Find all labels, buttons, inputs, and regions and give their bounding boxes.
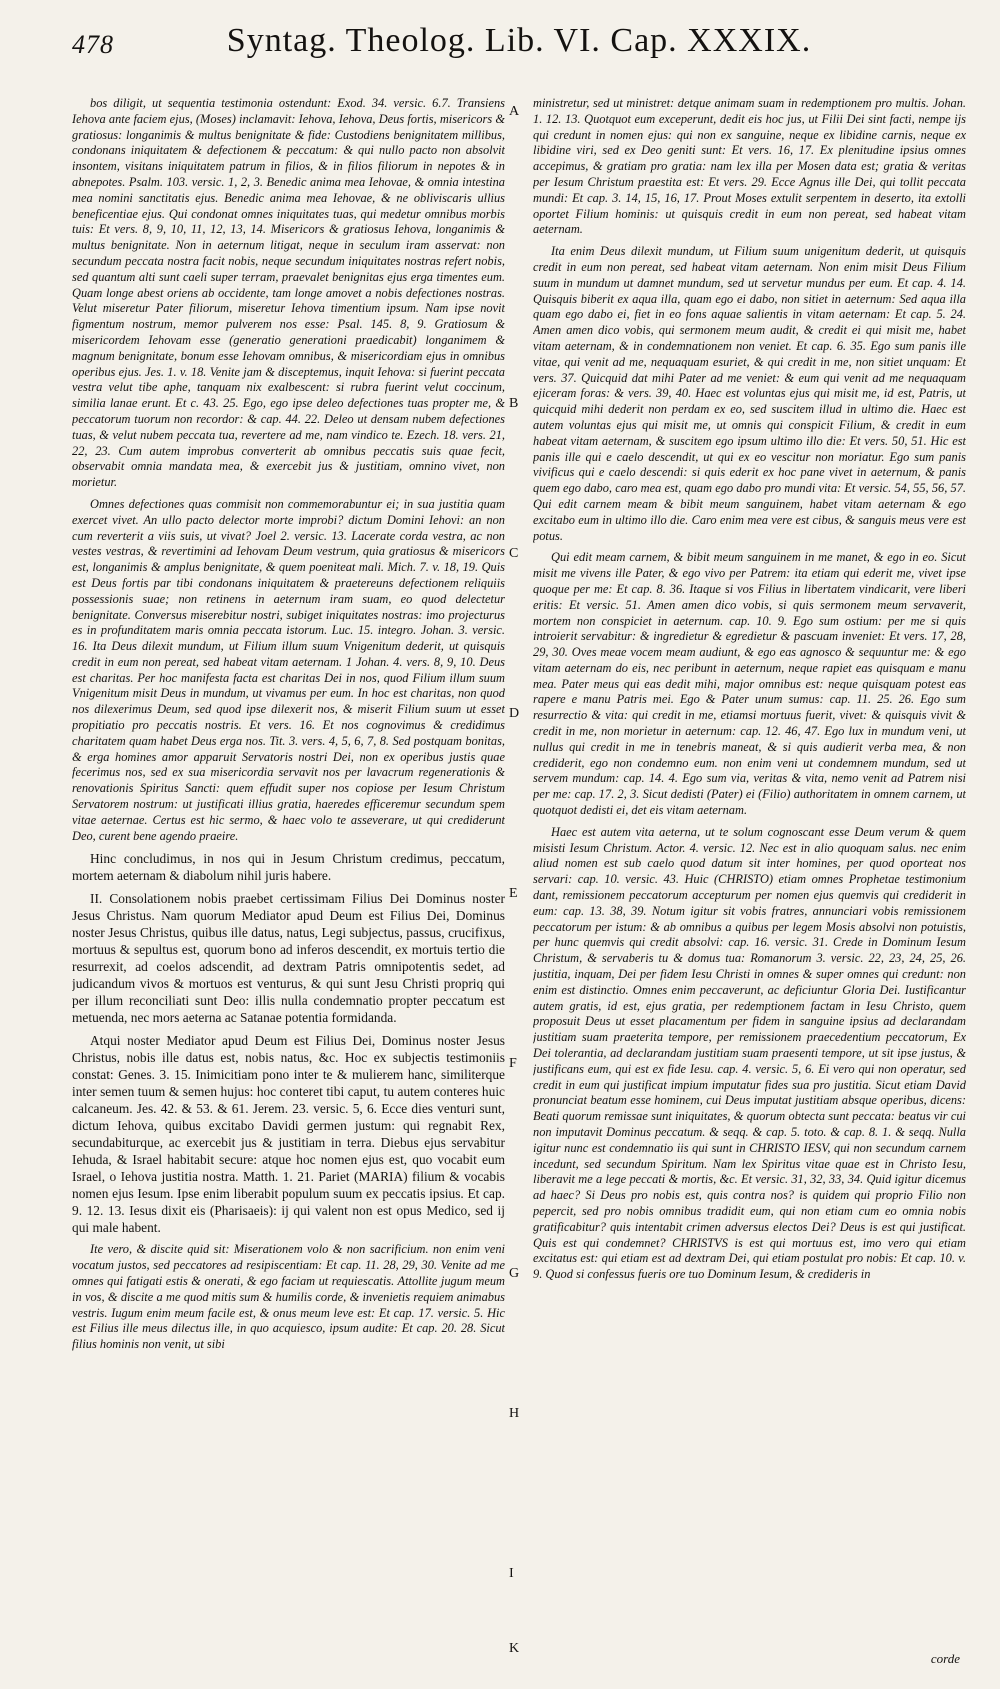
left-column xyxy=(72,96,505,1659)
left-column-paragraph: Atqui noster Mediator apud Deum est Filius Dei, Dominus noster Jesus Christus, nobis ille datus est, nobis natus, &c. Hoc ex subjectis testimoniis constat: Genes. 3. 15. Inimicitiam pono inter te & mulierem hanc, similiterque inter semen tuum & semen hujus: hoc conteret tibi caput, tu autem conteres huic calcaneum. Jes. 42. & 53. & 61. Jerem. 23. versic. 5, 6. Ecce dies venturi sunt, dictum Iehova, quibus excitabo Davidi germen justum: qui regnabit Rex, secundabiturque, ac exercebit jus & justitiam in terra. Diebus ejus servabitur Iehuda, & Israel habitabit secure: atque hoc nomen ejus est, quo vocabit eum Israel, o Iehova justitia nostra. Matth. 1. 21. Pariet (MARIA) filium & vocabis nomen ejus Iesum. Ipse enim liberabit populum suum ex peccatis ipsius. Et cap. 9. 12. 13. Iesus dixit eis (Pharisaeis): ij qui valent non est opus Medico, sed ij qui male habent. xyxy=(72,1033,505,1236)
margin-letter: B xyxy=(509,396,519,411)
right-column-paragraph: Qui edit meam carnem, & bibit meum sanguinem in me manet, & ego in eo. Sicut misit me vivens ille Pater, & ego vivo per Patrem: ita etiam qui ederit me, vivet ipse quoque per me: Et cap. 8. 36. Itaque si vos Filius in libertatem vindicarit, vere liberi eritis: Et versic. 51. Amen amen dico vobis, si quis sermonem meum servaverit, mortem non conspiciet in aeternum. cap. 10. 9. Ego sum ostium: per me si quis introierit servabitur: & ingredietur & egredietur & pascuam inveniet: Et vers. 17, 28, 29, 30. Oves meae vocem meam audiunt, & ego eas agnosco & sequuntur me: & ego vitam aeternam do eis, nec peribunt in aeternum, neque rapiet eas quisquam e manu mea. Pater meus qui eas dedit mihi, major omnibus est: neque quisquam potest eas rapere e manu Patris mei. Ego & Pater unum sumus: cap. 11. 25. 26. Ego sum resurrectio & vita: qui credit in me, etiamsi mortuus fuerit, vivet: & quisquis vivit & credit in me, non morietur in aeternum: cap. 12. 46, 47. Ego lux in mundum veni, ut nullus qui credit in me in tenebris maneat, & si quis audierit verba mea, & non crediderit, ego non condemno eum. non enim veni ut condemnem mundum, sed ut servem mundum: cap. 14. 4. Ego sum via, veritas & vita, nemo venit ad Patrem nisi per me: cap. 17. 2, 3. Sicut dedisti (Pater) ei (Filio) authoritatem in omnem carnem, ut quotquot dedisti ei, det eis vitam aeternam. xyxy=(533,550,966,818)
catchword: corde xyxy=(930,1651,960,1666)
margin-letter: I xyxy=(509,1566,514,1581)
right-column-paragraph: ministretur, sed ut ministret: detque animam suam in redemptionem pro multis. Johan. 1. 12. 13. Quotquot eum exceperunt, dedit eis hoc jus, ut Filii Dei sint facti, nempe ijs qui credunt in nomen ejus: qui non ex sanguine, neque ex libidine carnis, neque ex libidine viri, sed ex Deo geniti sunt: Et vers. 16, 17. Ex plenitudine ipsius omnes accepimus, & gratiam pro gratia: nam lex illa per Mosen data est; gratia & veritas per Iesum Christum praestita est: Et vers. 29. Ecce Agnus ille Dei, qui tollit peccata mundi: Et cap. 3. 14, 15, 16, 17. Prout Moses extulit serpentem in deserto, ita extolli oportet Filium hominis: ut quisquis credit in eum non pereat, sed habeat vitam aeternam. xyxy=(533,96,966,237)
page-header xyxy=(72,22,966,66)
margin-letter: K xyxy=(509,1641,520,1656)
right-column-paragraph: Haec est autem vita aeterna, ut te solum cognoscant esse Deum verum & quem misisti Iesum Christum. Actor. 4. versic. 12. Nec est in alio quoquam salus. nec enim aliud nomen est sub caelo quod datum sit inter homines, per quod oporteat nos servari: cap. 10. versic. 43. Huic (CHRISTO) etiam omnes Prophetae testimonium dant, remissionem peccatorum accepturum per nomen ejus quemvis qui crediderit in eum: cap. 13. 38, 39. Notum igitur sit vobis fratres, annunciari vobis remissionem peccatorum per istum: & ab omnibus a quibus per legem Mosis absolvi non potuistis, per hunc quemvis qui credit absolvi: cap. 16. versic. 31. Crede in Dominum Iesum Christum, & servaberis tu & domus tua: Romanorum 3. versic. 22, 23, 24, 25, 26. justitia, inquam, Dei per fidem Iesu Christi in omnes & super omnes qui credunt: non enim est distinctio. Omnes enim peccaverunt, ac deficiuntur Gloria Dei. Iustificantur autem gratis, id est, ejus gratia, per redemptionem factam in Iesu Christo, quem proposuit Deus ut esset placamentum per fidem in sanguine ipsius ad declarandam justitiam suam praeterita tempore, per remissionem praecedentium peccatorum, Ex Dei tolerantia, ad declarandam justitiam suam praesenti tempore, ut sit ipse justus, & justificans eum, qui est ex fide Iesu. cap. 4. versic. 5, 6. Ei vero qui non operatur, sed credit in eum qui justificat impium imputatur fides sua pro justitia. Sicut etiam David pronunciat beatum esse hominem, cui Deus imputat justitiam absque operibus, dicens: Beati quorum remissae sunt iniquitates, & quorum obtecta sunt peccata: beatus vir cui non imputavit Dominus peccatum. & seqq. & cap. 5. toto. & cap. 8. 1. & seqq. Nulla igitur nunc est condemnatio iis qui sunt in CHRISTO IESV, qui non secundum carnem incedunt, sed secundum Spiritum. Nam lex Spiritus vitae quae est in Christo Iesu, liberavit me a lege peccati & mortis, &c. Et versic. 31, 32, 33, 34. Quid igitur dicemus ad haec? Si Deus pro nobis est, quis contra nos? is quidem qui proprio Filio non pepercit, sed pro nobis omnibus tradidit eum, qui non etiam cum eo omnia nobis gratificabitur? quis intentabit crimen adversus electos Dei? Deus is est qui justificat. Quis est qui condemnet? CHRISTVS is est qui mortuus est, imo vero qui etiam excitatus est: qui etiam est ad dextram Dei, qui etiam postulat pro nobis: Et cap. 10. v. 9. Quod si confessus fueris ore tuo Dominum Iesum, & credideris in xyxy=(533,824,966,1282)
margin-letters xyxy=(509,96,529,1659)
right-column-paragraph: Ita enim Deus dilexit mundum, ut Filium suum unigenitum dederit, ut quisquis credit in eum non pereat, sed habeat vitam aeternam. Non enim misit Deus Filium suum in mundum ut damnet mundum, sed ut servetur mundus per eum. Et cap. 4. 14. Quisquis biberit ex aqua illa, quam ego ei dabo, non sitiet in aeternum: Sed aqua illa quam ego dabo ei, fiet in eo fons aquae salientis in vitam aeternam: Et cap. 5. 24. Amen amen dico vobis, qui sermonem meum audit, & credit ei qui misit me, habet vitam aeternam, & in condemnationem non veniet. Et cap. 6. 35. Ego sum panis ille vitae, qui venit ad me, nequaquam esuriet, & qui credit in me, non sitiet unquam: Et vers. 37. Quicquid dat mihi Pater ad me veniet: & eum qui venit ad me nequaquam ejiceram foras: & vers. 39, 40. Haec est voluntas ejus qui misit me, id est, Patris, ut quicquid mihi dederit non perdam ex eo, sed suscitem illud in ultimo die. Haec est autem voluntas ejus qui misit me, ut omnis qui conspicit Filium, & credit in eum habeat vitam aeternam, & suscitem ego ipsum ultimo illo die: Et vers. 50, 51. Hic est panis ille qui e caelo descendit, ut qui ex eo vescitur non moriatur. Ego sum panis vivificus qui e caelo descendi: si quis ederit ex hoc pane vivet in aeternum, & panis quem ego dabo, caro mea est, quam ego dabo pro mundi vita: Et versic. 54, 55, 56, 57. Qui edit carnem meam & bibit meum sanguinem, habet vitam aeternam & ego excitabo eum in ultimo illo die. Caro enim mea vere est cibus, & sanguis meus vere est potus. xyxy=(533,244,966,543)
margin-letter: H xyxy=(509,1406,520,1421)
margin-letter: F xyxy=(509,1056,517,1071)
left-column-paragraph: Ite vero, & discite quid sit: Miserationem volo & non sacrificium. non enim veni vocatum justos, sed peccatores ad resipiscentiam: Et cap. 11. 28, 29, 30. Venite ad me omnes qui fatigati estis & onerati, & ego faciam ut requiescatis. Attollite jugum meum in vos, & discite a me quod mitis sum & humilis corde, & invenietis requiem animabus vestris. Iugum enim meum facile est, & onus meum leve est: Et cap. 17. versic. 5. Hic est Filius ille meus dilectus ille, in quo acquiesco, ipsum audite: Et cap. 20. 28. Sicut filius hominis non venit, ut sibi xyxy=(72,1242,505,1352)
left-column-paragraph: II. Consolationem nobis praebet certissimam Filius Dei Dominus noster Jesus Christus. Nam quorum Mediator apud Deum est Filius Dei, Dominus noster Jesus Christus, quibus ille datus, natus, Legi subjectus, passus, crucifixus, mortuus & sepultus est, quorum bono ad inferos descendit, ex mortuis tertio die resurrexit, ad coelos adscendit, ad dextram Patris omnipotentis sedet, ad judicandum vivos & mortuos est venturus, & qui sunt Jesu Christi propriq qui per illum reconciliati sunt Deo: illis nulla condemnatio propter peccatum est metuenda, nec mors aeterna ac Satanae potentia formidanda. xyxy=(72,891,505,1026)
margin-letter: E xyxy=(509,886,518,901)
running-head: Syntag. Theolog. Lib. VI. Cap. XXXIX. xyxy=(226,22,812,59)
left-column-paragraph: bos diligit, ut sequentia testimonia ostendunt: Exod. 34. versic. 6.7. Transiens Iehova ante faciem ejus, (Moses) inclamavit: Iehova, Iehova, Deus fortis, misericors & gratiosus: longanimis & multus benignitate & fide: Custodiens benignitatem millibus, condonans iniquitatem & defectionem & peccatum: & qui nullo pacto non absolvit insontem, visitans iniquitatem patrum in filios, & in filios filiorum in nepotes & in abnepotes. Psalm. 103. versic. 1, 2, 3. Benedic anima mea Iehovae, & omnia intestina mea nomini sanctitatis ejus. Benedic anima mea Iehovae, & ne obliviscaris ullius beneficentiae ejus. Qui condonat omnes iniquitates tuas, qui medetur omnibus morbis tuis: Et vers. 8, 9, 10, 11, 12, 13, 14. Misericors & gratiosus Iehova, longanimis & multus benignitate. Non in aeternum litigat, neque in seculum iram asservat: non secundum peccata nostra facit nobis, neque secundum iniquitates nostras refert nobis, sed quantum alti sunt caeli super terram, praevalet benignitas ejus erga timentes eum. Quam longe abest oriens ab occidente, tam longe amovet a nobis defectiones nostras. Velut miseretur Pater filiorum, miseretur Iehova timentium ipsum. Nam ipse novit figmentum nostrum, memor pulverem nos esse: Psal. 145. 8, 9. Gratiosum & misericordem Iehovam esse (generatio generationi praedicabit) longanimem & magnum benignitate, bonum esse Iehovam omnibus, & misericordiam ejus in omnibus operibus ejus. Jes. 1. v. 18. Venite jam & disceptemus, inquit Iehova: si fuerint peccata vestra velut tibe aphe, tanquam nix exalbescent: si rubra fuerint velut coccinum, similia lanae erunt. Et c. 43. 25. Ego, ego ipse deleo defectiones tuas propter me, & peccatorum tuorum non recordor: & cap. 44. 22. Deleo ut densam nubem defectiones tuas, & velut nubem peccata tua, revertere ad me, nam vindico te. Ezech. 18. vers. 21, 22, 23. Cum autem improbus converterit ab omnibus peccatis suis quae fecit, observabit omnia mandata mea, & exercebit jus & justitiam, omnino vivet, non morietur. xyxy=(72,96,505,490)
left-column-paragraph: Omnes defectiones quas commisit non commemorabuntur ei; in sua justitia quam exercet vivet. An ullo pacto delector morte improbi? dictum Domini Iehovi: an non cum reverterit a viis suis, ut vivat? Joel 2. versic. 13. Lacerate corda vestra, ac non vestes vestras, & revertimini ad Iehovam Deum vestrum, quia gratiosus & misericors est, longanimis & amplus benignitate, & quem poeniteat mali. Mich. 7. v. 18, 19. Quis est Deus fortis par tibi condonans iniquitatem & praetereuns defectionem reliquiis possessionis suae; non retinens in aeternum iram suam, eo quod delectetur benignitate. Conversus miserebitur nostri, subiget iniquitates nostras: imo projecturus es in profunditatem maris omnia peccata istorum. Luc. 15. integro. Johan. 3. versic. 16. Ita Deus dilexit mundum, ut Filium illum suum Vnigenitum dederit, ut quisquis credit in eum non pereat, sed habeat vitam aeternam. 1 Johan. 4. vers. 8, 9, 10. Deus est charitas. Per hoc manifesta facta est charitas Dei in nos, quod Filium illum suum Vnigenitum misit Deus in mundum, ut vivamus per eum. In hoc est charitas, non quod nos dilexerimus Deum, sed quod ipse dilexerit nos, & miserit Filium suum ut esset propitiatio pro peccatis nostris. Et vers. 16. Et nos cognovimus & credidimus charitatem quam habet Deus erga nos. Tit. 3. vers. 4, 5, 6, 7, 8. Sed postquam bonitas, & erga homines amor apparuit Servatoris nostri Dei, non ex operibus justis quae fecerimus nos, sed ex sua misericordia servavit nos per lavacrum regenerationis & renovationis Spiritus Sancti: quem effudit super nos copiose per Iesum Christum Servatorem nostrum: ut justificati illius gratia, haeredes efficeremur secundum spem vitae aeternae. Certus est hic sermo, & haec volo te asseverare, ut qui crediderunt Deo, curent bene agendo praeire. xyxy=(72,496,505,843)
page-number: 478 xyxy=(72,30,114,59)
margin-letter: C xyxy=(509,546,519,561)
left-column-paragraph: Hinc concludimus, in nos qui in Jesum Christum credimus, peccatum, mortem aeternam & diabolum nihil juris habere. xyxy=(72,851,505,884)
margin-letter: A xyxy=(509,104,520,119)
margin-letter: G xyxy=(509,1266,520,1281)
margin-letter: D xyxy=(509,706,520,721)
right-column xyxy=(533,96,966,1659)
